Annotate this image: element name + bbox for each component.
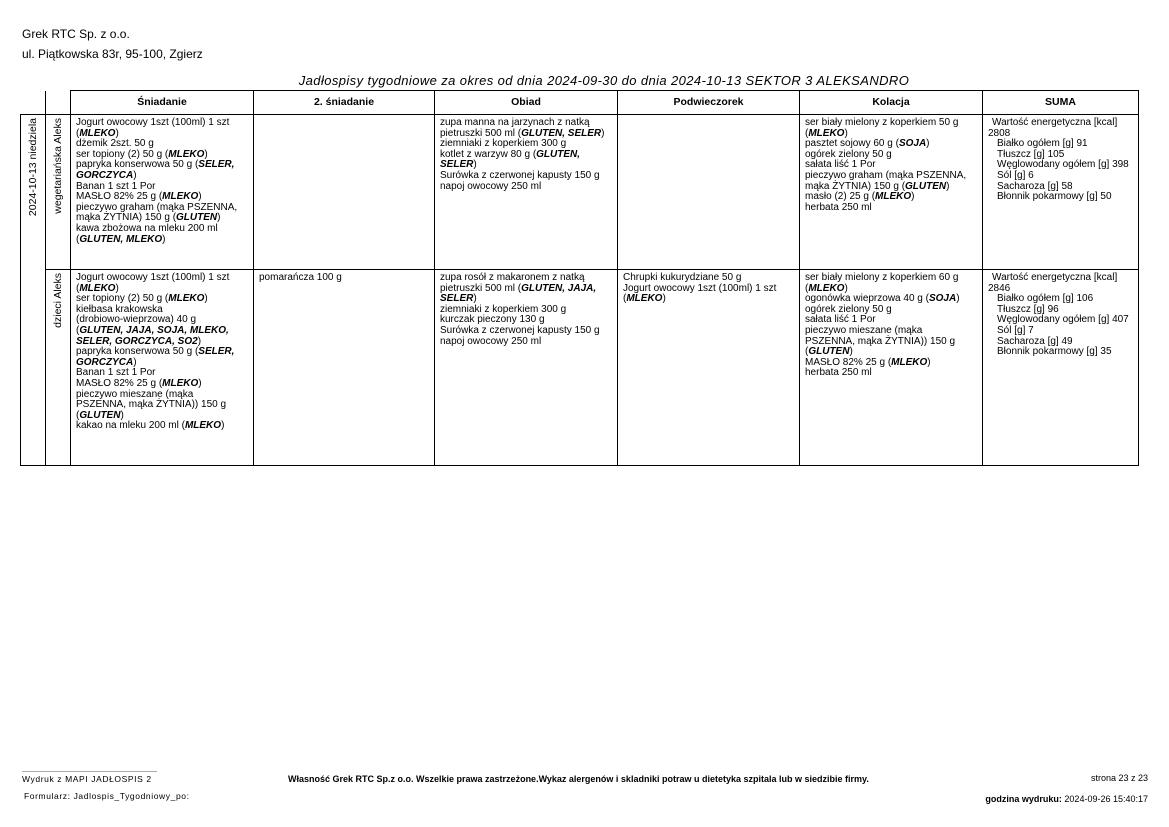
col-header-obiad: Obiad xyxy=(435,91,618,115)
sum-cell xyxy=(983,115,1139,270)
meal-cell-kolacja xyxy=(800,115,983,270)
menu-line: kawa zbożowa na mleku 200 ml xyxy=(76,222,218,234)
menu-line: pietruszki 500 ml (GLUTEN, JAJA, xyxy=(440,282,597,294)
menu-line: Jogurt owocowy 1szt (100ml) 1 szt xyxy=(76,117,230,128)
menu-line: ser biały mielony z koperkiem 50 g xyxy=(805,117,959,128)
menu-line: (MLEKO) xyxy=(76,127,119,139)
nutrient-item: Białko ogółem [g] 106 xyxy=(997,293,1094,305)
menu-line: ziemniaki z koperkiem 300 g xyxy=(440,138,567,150)
energy-value: 2846 xyxy=(988,282,1011,294)
meal-cell-kolacja xyxy=(800,270,983,466)
meal-cell-sniadanie xyxy=(71,115,254,270)
nutrient-item: Sacharoza [g] 58 xyxy=(997,180,1073,192)
document-title: Jadłospisy tygodniowe za okres od dnia 2024-09-30 do dnia 2024-10-13 SEKTOR 3 ALEKSANDRO xyxy=(298,73,910,88)
allergen-text: SELER xyxy=(440,293,474,305)
menu-line: ogonówka wieprzowa 40 g (SOJA) xyxy=(805,293,960,305)
allergen-text: SOJA xyxy=(898,138,927,150)
allergen-text: MLEKO xyxy=(808,282,845,294)
allergen-text: GORCZYCA xyxy=(76,356,134,368)
allergen-text: MLEKO xyxy=(808,127,845,139)
nutrient-item: Tłuszcz [g] 96 xyxy=(997,303,1059,315)
allergen-text: GLUTEN xyxy=(905,180,947,192)
allergen-text: MLEKO xyxy=(626,293,663,305)
col-header-sniadanie: Śniadanie xyxy=(71,91,254,115)
footer-divider xyxy=(22,771,157,772)
menu-line: (GLUTEN) xyxy=(76,409,124,421)
menu-line: SELER, GORCZYCA, SO2) xyxy=(76,335,202,347)
menu-line: (MLEKO) xyxy=(623,293,666,305)
nutrient-item: Węglowodany ogółem [g] 398 xyxy=(997,159,1129,171)
allergen-text: MLEKO xyxy=(79,282,116,294)
allergen-text: SELER, xyxy=(198,159,235,171)
allergen-text: MLEKO xyxy=(168,293,205,305)
allergen-text: SOJA xyxy=(928,293,957,305)
menu-line: Jogurt owocowy 1szt (100ml) 1 szt xyxy=(623,282,777,294)
nutrient-item: Sól [g] 6 xyxy=(997,169,1034,181)
menu-line: zupa rosół z makaronem z natką xyxy=(440,272,585,283)
nutrient-item: Tłuszcz [g] 105 xyxy=(997,148,1065,160)
menu-line: ziemniaki z koperkiem 300 g xyxy=(440,303,567,315)
menu-line: kurczak pieczony 130 g xyxy=(440,314,545,326)
menu-line: Banan 1 szt 1 Por xyxy=(76,367,156,379)
menu-line: napoj owocowy 250 ml xyxy=(440,335,542,347)
header-blank xyxy=(46,91,71,115)
menu-line: pasztet sojowy 60 g (SOJA) xyxy=(805,138,930,150)
footer-copyright: Własność Grek RTC Sp.z o.o. Wszelkie prawa zastrzeżone.Wykaz alergenów i skladniki potraw u dietetyka szpitala lub w siedzibie firmy. xyxy=(288,774,869,784)
meal-cell-obiad xyxy=(435,270,618,466)
menu-line: Banan 1 szt 1 Por xyxy=(76,180,156,192)
meal-cell-obiad xyxy=(435,115,618,270)
menu-line: kotlet z warzyw 80 g (GLUTEN, xyxy=(440,148,581,160)
nutrient-item: Błonnik pokarmowy [g] 35 xyxy=(997,346,1112,358)
menu-line: SELER) xyxy=(440,159,477,171)
menu-line: papryka konserwowa 50 g (SELER, xyxy=(76,346,235,358)
menu-line: PSZENNA, mąka ŻYTNIA)) 150 g xyxy=(76,399,227,411)
table-row xyxy=(21,115,1139,270)
menu-line: GORCZYCA) xyxy=(76,356,137,368)
allergen-text: GLUTEN, MLEKO xyxy=(79,233,163,245)
menu-line: (GLUTEN, JAJA, SOJA, MLEKO, xyxy=(76,324,229,336)
allergen-text: MLEKO xyxy=(79,127,116,139)
nutrient-item: Węglowodany ogółem [g] 407 xyxy=(997,314,1129,326)
menu-line: MASŁO 82% 25 g (MLEKO) xyxy=(76,377,202,389)
footer-print-source: Wydruk z MAPI JADŁOSPIS 2 xyxy=(22,774,152,784)
menu-line: Surówka z czerwonej kapusty 150 g xyxy=(440,324,600,336)
nutrient-item: Białko ogółem [g] 91 xyxy=(997,138,1088,150)
meal-cell-drugie-sniadanie xyxy=(254,270,435,466)
allergen-text: MLEKO xyxy=(162,191,199,203)
allergen-text: MLEKO xyxy=(162,377,199,389)
menu-line: pietruszki 500 ml (GLUTEN, SELER) xyxy=(440,127,605,139)
menu-line: kiełbasa krakowska xyxy=(76,303,163,315)
diet-cell xyxy=(46,270,71,466)
menu-line: mąka ŻYTNIA) 150 g (GLUTEN) xyxy=(805,180,950,192)
menu-line: herbata 250 ml xyxy=(805,201,872,213)
diet-label: wegetariańska Aleks xyxy=(51,118,64,214)
allergen-text: GLUTEN xyxy=(176,212,218,224)
header-row xyxy=(21,91,1139,115)
menu-line: (MLEKO) xyxy=(805,127,848,139)
date-cell xyxy=(21,115,46,466)
menu-line: GORCZYCA) xyxy=(76,169,137,181)
menu-line: Chrupki kukurydziane 50 g xyxy=(623,272,742,283)
company-name: Grek RTC Sp. z o.o. xyxy=(22,27,130,41)
allergen-text: MLEKO xyxy=(184,420,222,432)
footer-print-time xyxy=(985,794,1148,804)
allergen-text: SELER, GORCZYCA, SO2 xyxy=(76,335,198,347)
menu-line: pieczywo graham (mąka PSZENNA, xyxy=(805,169,967,181)
menu-line: SELER) xyxy=(440,293,477,305)
menu-line: sałata liść 1 Por xyxy=(805,314,876,326)
menu-line: napoj owocowy 250 ml xyxy=(440,180,542,192)
footer-page-number: strona 23 z 23 xyxy=(1090,773,1148,783)
menu-line: (GLUTEN, MLEKO) xyxy=(76,233,166,245)
meal-cell-sniadanie xyxy=(71,270,254,466)
allergen-text: GORCZYCA xyxy=(76,169,134,181)
menu-line: ser topiony (2) 50 g (MLEKO) xyxy=(76,293,208,305)
nutrient-item: Błonnik pokarmowy [g] 50 xyxy=(997,191,1112,203)
allergen-text: GLUTEN, JAJA, SOJA, MLEKO, xyxy=(79,324,229,336)
menu-line: pieczywo mieszane (mąka xyxy=(76,388,194,400)
energy-value: 2808 xyxy=(988,127,1011,139)
menu-line: ogórek zielony 50 g xyxy=(805,303,892,315)
menu-line: dżemik 2szt. 50 g xyxy=(76,138,154,150)
menu-line: MASŁO 82% 25 g (MLEKO) xyxy=(805,356,931,368)
allergen-text: MLEKO xyxy=(875,191,912,203)
table-row xyxy=(21,270,1139,466)
allergen-text: MLEKO xyxy=(891,356,928,368)
energy-label: Wartość energetyczna [kcal] xyxy=(992,272,1118,283)
footer-form-name: Formularz: Jadlospis_Tygodniowy_po: xyxy=(24,791,190,801)
nutrient-item: Sól [g] 7 xyxy=(997,324,1034,336)
col-header-suma: SUMA xyxy=(983,91,1139,115)
col-header-kolacja: Kolacja xyxy=(800,91,983,115)
col-header-drugie-sniadanie: 2. śniadanie xyxy=(254,91,435,115)
menu-line: (drobiowo-wieprzowa) 40 g xyxy=(76,314,197,326)
menu-line: mąka ŻYTNIA) 150 g (GLUTEN) xyxy=(76,212,221,224)
company-address: ul. Piątkowska 83r, 95-100, Zgierz xyxy=(22,47,203,61)
allergen-text: GLUTEN, JAJA, xyxy=(521,282,597,294)
menu-line: (MLEKO) xyxy=(76,282,119,294)
meal-cell-drugie-sniadanie xyxy=(254,115,435,270)
menu-line: pomarańcza 100 g xyxy=(259,272,342,283)
menu-line: (GLUTEN) xyxy=(805,346,853,358)
menu-line: PSZENNA, mąka ŻYTNIA)) 150 g xyxy=(805,335,956,347)
allergen-text: GLUTEN xyxy=(808,346,850,358)
header-blank xyxy=(21,91,46,115)
meal-cell-podwieczorek xyxy=(618,270,800,466)
col-header-podwieczorek: Podwieczorek xyxy=(618,91,800,115)
sum-cell xyxy=(983,270,1139,466)
allergen-text: SELER, xyxy=(198,346,235,358)
company-header xyxy=(22,24,203,64)
allergen-text: GLUTEN, xyxy=(536,148,581,160)
menu-line: (MLEKO) xyxy=(805,282,848,294)
diet-cell xyxy=(46,115,71,270)
menu-line: papryka konserwowa 50 g (SELER, xyxy=(76,159,235,171)
menu-line: ser biały mielony z koperkiem 60 g xyxy=(805,272,959,283)
date-label: 2024-10-13 niedziela xyxy=(26,118,39,217)
allergen-text: SELER xyxy=(440,159,474,171)
menu-line: MASŁO 82% 25 g (MLEKO) xyxy=(76,191,202,203)
menu-line: ogórek zielony 50 g xyxy=(805,148,892,160)
menu-line: sałata liść 1 Por xyxy=(805,159,876,171)
energy-label: Wartość energetyczna [kcal] xyxy=(992,117,1118,128)
nutrient-item: Sacharoza [g] 49 xyxy=(997,335,1073,347)
menu-line: kakao na mleku 200 ml (MLEKO) xyxy=(76,420,225,432)
meal-cell-podwieczorek xyxy=(618,115,800,270)
menu-line: herbata 250 ml xyxy=(805,367,872,379)
allergen-text: GLUTEN xyxy=(79,409,121,421)
menu-line: pieczywo mieszane (mąka xyxy=(805,324,923,336)
menu-table xyxy=(20,90,1139,466)
menu-line: Surówka z czerwonej kapusty 150 g xyxy=(440,169,600,181)
menu-line: pieczywo graham (mąka PSZENNA, xyxy=(76,201,238,213)
menu-line: ser topiony (2) 50 g (MLEKO) xyxy=(76,148,208,160)
footer-print-time-label: godzina wydruku: xyxy=(985,794,1062,804)
menu-line: Jogurt owocowy 1szt (100ml) 1 szt xyxy=(76,272,230,283)
allergen-text: GLUTEN, SELER xyxy=(521,127,602,139)
diet-label: dzieci Aleks xyxy=(51,273,64,328)
menu-line: zupa manna na jarzynach z natką xyxy=(440,117,590,128)
footer-print-time-value: 2024-09-26 15:40:17 xyxy=(1064,794,1148,804)
allergen-text: MLEKO xyxy=(168,148,205,160)
menu-line: masło (2) 25 g (MLEKO) xyxy=(805,191,915,203)
